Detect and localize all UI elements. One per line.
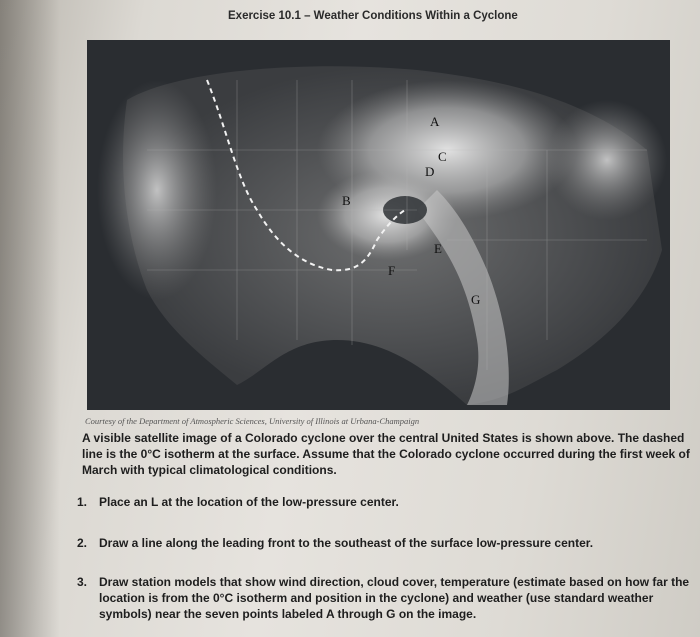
question-2 (77, 535, 692, 551)
question-1 (77, 494, 692, 510)
point-label-e: E (434, 241, 442, 256)
question-number: 2. (77, 536, 88, 550)
point-label-d: D (425, 164, 435, 179)
point-label-b: B (342, 193, 351, 208)
question-text: Draw a line along the leading front to the southeast of the surface low-pressure center. (99, 536, 594, 550)
point-label-c: C (438, 149, 447, 164)
intro-paragraph: A visible satellite image of a Colorado cyclone over the central United States is shown above. The dashed line is the 0°C isotherm at the surface. Assume that the Colorado cyclone occurred during the first week of March with typical climatological conditions. (82, 431, 690, 477)
northeast-clouds (547, 100, 667, 220)
page-edge-shadow (0, 0, 60, 637)
question-number: 1. (77, 495, 88, 509)
question-text: Draw station models that show wind direction, cloud cover, temperature (estimate based on how far the location is from the 0°C isotherm and position in the cyclone) and weather (use standard weather symbols) near the seven points labeled A through G on the image. (99, 575, 690, 621)
page-title: Exercise 10.1 – Weather Conditions Within a Cyclone (228, 10, 518, 22)
question-text: Place an L at the location of the low-pressure center. (99, 495, 399, 509)
point-label-f: F (388, 263, 396, 278)
image-credit: Courtesy of the Department of Atmospheric Sciences, University of Illinois at Urbana-Champaign (85, 416, 420, 426)
point-label-a: A (430, 114, 440, 129)
question-number: 3. (77, 575, 88, 589)
point-label-g: G (471, 292, 481, 307)
west-coast-clouds (97, 80, 217, 300)
satellite-image (87, 40, 670, 410)
question-3 (77, 574, 692, 622)
